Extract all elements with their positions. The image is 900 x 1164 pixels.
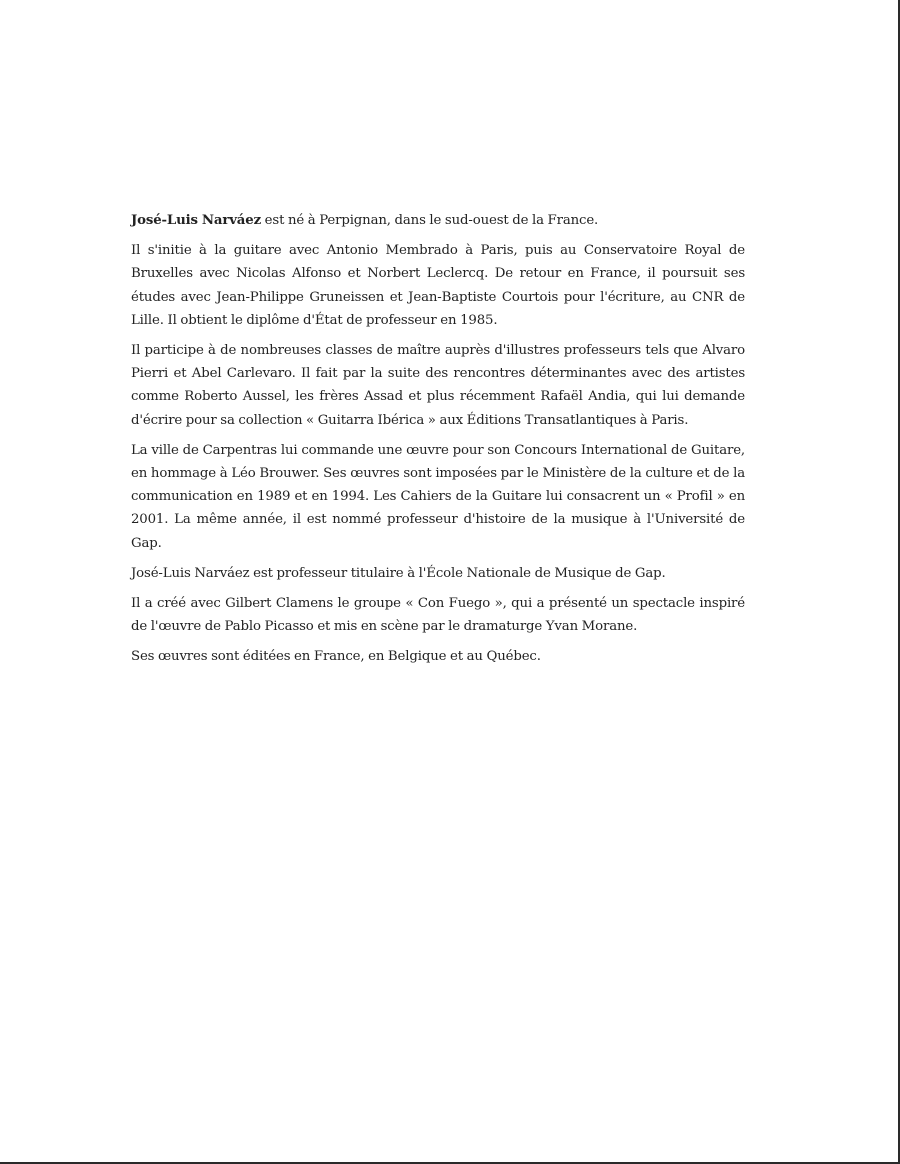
paragraph-birth [131,209,745,232]
paragraph-position: José-Luis Narváez est professeur titulaire à l'École Nationale de Musique de Gap. [131,565,666,581]
paragraph-con-fuego: Il a créé avec Gilbert Clamens le groupe « Con Fuego », qui a présenté un spectacle inspiré de l'œuvre de Pablo Picasso et mis en scène par le dramaturge Yvan Morane. [131,596,745,635]
paragraph-masterclasses: Il participe à de nombreuses classes de maître auprès d'illustres professeurs tels que Alvaro Pierri et Abel Carlevaro. Il fait par la suite des rencontres déterminantes avec des artistes comme Roberto Aussel, les frères Assad et plus récemment Rafaël Andia, qui lui demande d'écrire pour sa collection « Guitarra Ibérica » aux Éditions Transatlantiques à Paris. [131,343,745,428]
paragraph-publications: Ses œuvres sont éditées en France, en Belgique et au Québec. [131,649,541,665]
paragraph-education: Il s'initie à la guitare avec Antonio Membrado à Paris, puis au Conservatoire Royal de Bruxelles avec Nicolas Alfonso et Norbert Leclercq. De retour en France, il poursuit ses études avec Jean-Philippe Gruneissen et Jean-Baptiste Courtois pour l'écriture, au CNR de Lille. Il obtient le diplôme d'État de professeur en 1985. [131,243,745,328]
composer-name: José-Luis Narváez [131,213,261,228]
biography-text [131,209,745,676]
paragraph-commissions: La ville de Carpentras lui commande une œuvre pour son Concours International de Guitare, en hommage à Léo Brouwer. Ses œuvres sont imposées par le Ministère de la culture et de la communication en 1989 et en 1994. Les Cahiers de la Guitare lui consacrent un « Profil » en 2001. La même année, il est nommé professeur d'histoire de la musique à l'Université de Gap. [131,442,745,551]
birth-text: est né à Perpignan, dans le sud-ouest de la France. [261,213,599,228]
